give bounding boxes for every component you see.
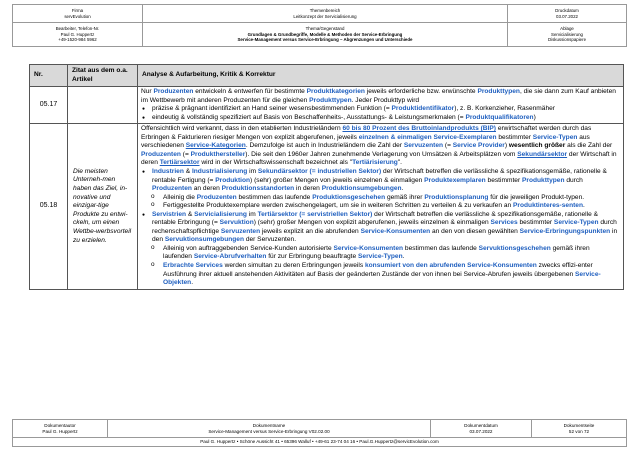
dokumentseite-cell: Dokumentseite 52 von 72 bbox=[532, 420, 627, 438]
table-row bbox=[30, 87, 624, 124]
list-item: o Alleinig die Produzenten bestimmen das laufende Produktionsgeschehen gemäß ihrer Produktionsplanung für die jeweiligen Produkt-typen. bbox=[141, 194, 620, 203]
list-item: ● Industrien & Industrialisierung im Sekundärsektor (= industriellen Sektor) der Wirtschaft betreffen die verlässliche & spezifikationsgemäße, rationelle & rentable Fertigung (= Produktion) (sehr) großer Mengen von jeweils einzelnen & einmaligen Produktexemplaren bestimmter Produkttypen durch Produzenten an deren Produktionsstandorten in deren Produktionsumgebungen. bbox=[141, 168, 620, 194]
list-item: o Erbrachte Services werden simultan zu deren Erbringungen jeweils konsumiert von den abrufenden Service-Konsumenten zwecks effizi-enter Ausführung ihrer aktuell anstehenden Aktivitäten auf Basis der geänderten Zustände der von ihnen bei Service-Abrufen jeweils übergebenen Service-Objekten. bbox=[141, 262, 620, 288]
list-item: ● Servistrien & Servicialisierung im Tertiärsektor (= servistriellen Sektor) der Wirtschaft betreffen die verlässliche & spezifikationsgemäße, rationelle & rentable Erbringung (= Servuktion) (sehr) großer Mengen von explizit abgerufenen, jeweils einzelnen & einmaligen Services bestimmter Service-Typen durch rechenschaftspflichtige Servuzenten jeweils explizit an die abrufenden Service-Konsumenten an den von diesen gewählten Service-Erbringungspunkten in den Servuktionsumgebungen der Servuzenten. bbox=[141, 211, 620, 245]
thema-cell: Thema/Gegenstand Grundlagen & Grundbegriffe, Modelle & Methoden der Service-Erbringung Service-Management versus Service-Erbringung – Abgrenzungen und Unterschiede bbox=[143, 23, 508, 47]
list-item: ● präzise & prägnant identifiziert an Hand seiner wesensbestimmenden Funktion (= Produktidentifikator), z. B. Korkenzieher, Rasenmäher bbox=[141, 105, 620, 114]
quote-cell-empty bbox=[68, 87, 138, 124]
firma-cell: Firma servEvolution bbox=[13, 5, 143, 23]
analysis-cell bbox=[138, 124, 624, 289]
dokumentdatum-cell: Dokumentdatum 03.07.2022 bbox=[431, 420, 532, 438]
analysis-cell bbox=[138, 87, 624, 124]
list-item: ● eindeutig & vollständig spezifiziert auf Basis von Beschaffenheits-, Ausstattungs- & Leistungsmerkmalen (= Produktqualifikatoren) bbox=[141, 114, 620, 123]
autor-cell: Dokumentautor Paul G. Huppertz bbox=[13, 420, 108, 438]
ablage-cell: Ablage Servicialisierung Diskussionspapiere bbox=[508, 23, 627, 47]
paragraph: Nur Produzenten entwickeln & entwerfen für bestimmte Produktkategorien jeweils erforderliche bzw. erwünschte Produkttypen, die sie dann zum Kauf anbieten im Wettbewerb mit anderen Produzenten für die gleichen Produkttypen. Jeder Produkttyp wird bbox=[141, 88, 616, 104]
paragraph: Offensichtlich wird verkannt, dass in den etablierten Industrieländern 60 bis 80 Prozent des Bruttoinlandprodukts (BIP) erwirtschaftet werden durch das Erbringen & Fakturieren riesiger Mengen von explizit abgerufenen, jeweils einzelnen & einmaligen Service-Exemplaren bestimmter Service-Typen aus verschiedenen Service-Kategorien. Demzufolge ist auch in Industrieländern die Zahl der Servuzenten (= Service Provider) wesentlich größer als die Zahl der Produzenten (= Produkthersteller). Die seit den 1960er Jahren zunehmende Verlagerung von Umsätzen & Arbeitsplätzen vom Sekundärsektor der Wirtschaft in deren Tertiärsektor wird in der Wirtschaftswissenschaft bezeichnet als "Tertiärisierung". bbox=[141, 125, 617, 167]
quote-cell: Die meisten Unterneh-men haben das Ziel, in-novative und einzigar-tige Produkte zu entwi-ckeln, um einen Wettbe-werbsvorteil zu erzielen. bbox=[68, 124, 138, 289]
themenbereich-cell: Themenbereich Leitkonzept der Servicialisierung bbox=[143, 5, 508, 23]
col-header-analyse: Analyse & Aufarbeitung, Kritik & Korrektur bbox=[138, 65, 624, 87]
dokumentname-cell: Dokumentname Service-Management versus Service-Erbringung V02.02.00 bbox=[108, 420, 431, 438]
list-item: o Alleinig von auftraggebenden Service-Kunden autorisierte Service-Konsumenten bestimmen das laufende Servuktionsgeschehen gemäß ihren laufenden Service-Abrufverhalten für zur Erbringung beauftragte Service-Typen. bbox=[141, 245, 620, 262]
row-number: 05.18 bbox=[30, 124, 68, 289]
bearbeiter-cell: Bearbeiter, Telefon-Nr. Paul G. Huppertz +49-1520-984 5962 bbox=[13, 23, 143, 47]
col-header-zitat: Zitat aus dem o.a. Artikel bbox=[68, 65, 138, 87]
list-item: o Fertiggestellte Produktexemplare werden zwischengelagert, um sie in weiteren Schritten zu verteilen & zu verkaufen an Produktinteres-senten. bbox=[141, 202, 620, 211]
row-number: 05.17 bbox=[30, 87, 68, 124]
analysis-table bbox=[29, 64, 624, 290]
table-row bbox=[30, 124, 624, 289]
footer-address: Paul G. Huppertz • Schöne Aussicht 41 • 65396 Walluf • +49-61 23-74 04 16 • Paul.G.Huppertz@servicEvolution.com bbox=[13, 438, 627, 447]
druckdatum-cell: Druckdatum 03.07.2022 bbox=[508, 5, 627, 23]
col-header-nr: Nr. bbox=[30, 65, 68, 87]
document-header bbox=[12, 4, 627, 47]
document-footer bbox=[12, 419, 627, 447]
